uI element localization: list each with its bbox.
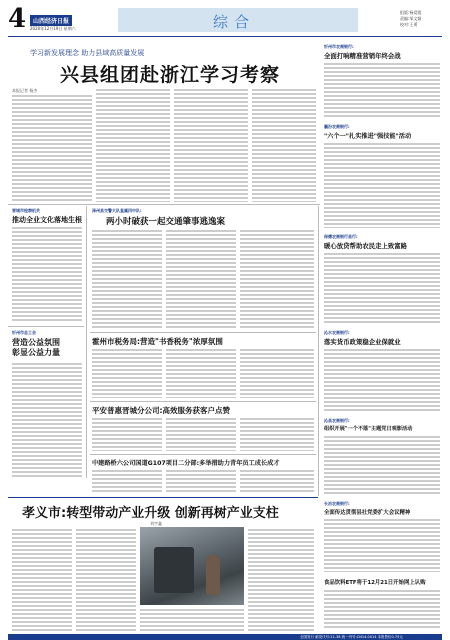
s1-kicker: 忻州市农商银行: bbox=[324, 44, 354, 49]
photo-machine-shape bbox=[154, 547, 194, 593]
bottom-band-rule bbox=[8, 497, 318, 498]
s3-headline: 暖心放贷帮助农民走上致富路 bbox=[324, 242, 408, 250]
a2-headline: 营造公益氛围 彰显公益力量 bbox=[12, 338, 60, 357]
a6-body-col3 bbox=[240, 469, 314, 493]
a4-body-col1 bbox=[92, 348, 162, 398]
a7-headline: 孝义市:转型带动产业升级 创新再树产业支柱 bbox=[22, 506, 279, 521]
section-title: 综合 bbox=[213, 13, 256, 31]
a1-body bbox=[12, 226, 82, 322]
lead-body-col2 bbox=[96, 88, 170, 202]
a3-body-col3 bbox=[240, 229, 314, 329]
masthead-rule bbox=[8, 36, 442, 37]
a6-headline: 中建路桥六公司国道G107项目二分部:多举措助力青年员工成长成才 bbox=[92, 460, 280, 467]
divider bbox=[90, 332, 316, 333]
editor-line: 组版:杨爱霞 bbox=[400, 10, 422, 15]
s1-body bbox=[324, 62, 440, 118]
divider bbox=[90, 401, 316, 402]
a1-kicker: 晋城市检察机关 bbox=[12, 208, 40, 213]
sidebar bbox=[322, 40, 444, 632]
paper-name: 山西经济日报 bbox=[30, 15, 72, 26]
s2-body bbox=[324, 142, 440, 228]
a6-body-col1 bbox=[92, 469, 162, 493]
a2-kicker: 忻州市总工会 bbox=[12, 330, 36, 335]
a7-body-col1 bbox=[12, 528, 72, 632]
s2-kicker: 襄汾农商银行: bbox=[324, 124, 350, 129]
s6-kicker: 长治农商银行: bbox=[324, 501, 350, 506]
s6-headline: 全面传达贯彻县社党委扩大会议精神 bbox=[324, 510, 411, 516]
a7-body-col2 bbox=[76, 528, 136, 632]
lead-body-col3 bbox=[174, 88, 248, 202]
s2-headline: "六个一"扎实推进"强技能"活动 bbox=[324, 133, 412, 140]
footer-text: 全国发行 邮发代号:21-38 统一刊号:CN14-0014 本报售价0.75元 bbox=[300, 635, 403, 639]
lead-headline: 兴县组团赴浙江学习考察 bbox=[60, 64, 281, 86]
editor-line: 校对:王勇 bbox=[400, 22, 418, 27]
a3-body-col2 bbox=[166, 229, 236, 329]
s4-headline: 落实货币政策稳企业保就业 bbox=[324, 338, 401, 346]
column-rule bbox=[318, 206, 319, 496]
s3-kicker: 保德农商银行县行: bbox=[324, 234, 358, 239]
lead-body-col1 bbox=[12, 94, 92, 202]
a5-body-col1 bbox=[92, 417, 162, 451]
date-line: 2020年12月19日 星期六 bbox=[30, 26, 76, 31]
lead-body-col4 bbox=[252, 88, 316, 202]
s4-kicker: 沁水农商银行: bbox=[324, 330, 350, 335]
s4-body bbox=[324, 348, 440, 412]
photo-worker-shape bbox=[206, 555, 220, 595]
s7-headline: 食品饮料ETF将于12月21日开始网上认购 bbox=[324, 580, 426, 586]
a2-body bbox=[12, 362, 82, 478]
a4-body-col3 bbox=[240, 348, 314, 398]
divider bbox=[8, 204, 320, 205]
editor-line: 责编:邹文娟 bbox=[400, 16, 422, 21]
s5-kicker: 沁县农商银行: bbox=[324, 418, 350, 423]
a7-byline: 刘宇鑫 bbox=[150, 521, 162, 526]
a5-headline: 平安普惠晋城分公司:高效服务获客户点赞 bbox=[92, 406, 230, 415]
s5-headline: 组织开展"一个不落"主题党日观影活动 bbox=[324, 426, 413, 432]
a3-headline: 两小时破获一起交通肇事逃逸案 bbox=[106, 217, 226, 227]
a5-body-col3 bbox=[240, 417, 314, 451]
s3-body bbox=[324, 252, 440, 324]
page-number: 4 bbox=[8, 4, 27, 34]
a1-headline: 推动全业文化落地生根 bbox=[12, 216, 82, 224]
editor-box bbox=[400, 10, 442, 28]
lead-kicker: 学习新发展理念 助力县域高质量发展 bbox=[30, 49, 145, 57]
a7-body-col3 bbox=[140, 608, 244, 632]
divider bbox=[8, 326, 84, 327]
a6-body-col2 bbox=[166, 469, 236, 493]
column-rule bbox=[86, 206, 87, 478]
a5-body-col2 bbox=[166, 417, 236, 451]
s7-body bbox=[324, 589, 440, 629]
masthead bbox=[8, 4, 442, 44]
lead-byline: 本报记者 杨杰 bbox=[12, 88, 38, 93]
a3-kicker: 泽州县交警大队直属四中队: bbox=[92, 208, 142, 213]
a3-body-col1 bbox=[92, 229, 162, 329]
s5-body bbox=[324, 435, 440, 495]
factory-photo bbox=[140, 527, 244, 605]
s1-headline: 全面打响精准营销年终会战 bbox=[324, 52, 401, 60]
s6-body bbox=[324, 518, 440, 572]
a4-headline: 霍州市税务局:营造"书香税务"浓厚氛围 bbox=[92, 337, 223, 346]
a4-body-col2 bbox=[166, 348, 236, 398]
divider bbox=[90, 454, 316, 455]
a7-body-col4 bbox=[248, 528, 314, 632]
